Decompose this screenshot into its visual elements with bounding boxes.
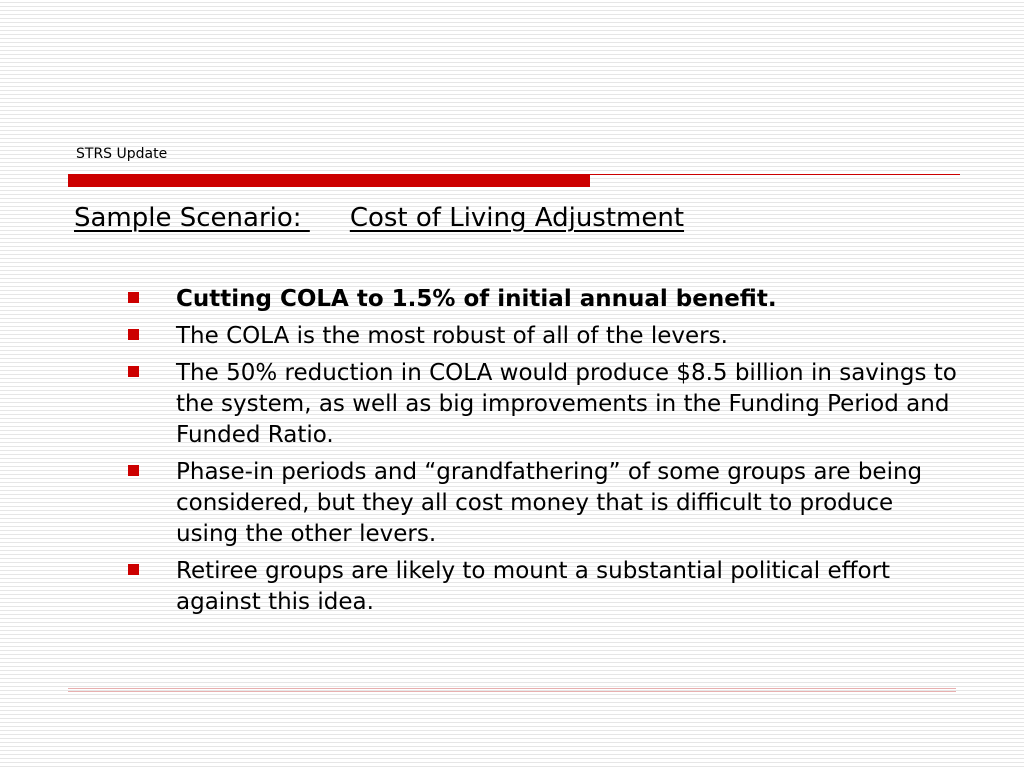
red-square-bullet-icon	[128, 366, 139, 377]
footer-rule	[68, 688, 956, 689]
red-square-bullet-icon	[128, 329, 139, 340]
bullet-text: Retiree groups are likely to mount a substantial political effort against this idea.	[176, 558, 891, 615]
slide-title-part-a: Sample Scenario:	[74, 203, 310, 233]
bullet-item	[128, 358, 958, 451]
bullet-text: Cutting COLA to 1.5% of initial annual benefit.	[176, 286, 777, 312]
bullet-item	[128, 321, 958, 352]
red-square-bullet-icon	[128, 564, 139, 575]
slide-title	[74, 203, 684, 233]
slide-title-part-b: Cost of Living Adjustment	[349, 203, 685, 233]
bullet-item	[128, 457, 958, 550]
bullet-list	[128, 284, 958, 624]
red-square-bullet-icon	[128, 292, 139, 303]
header-rule-thick	[68, 175, 590, 187]
bullet-item	[128, 556, 958, 618]
footer-rule	[68, 691, 956, 692]
bullet-item	[128, 284, 958, 315]
bullet-text: The 50% reduction in COLA would produce $8.5 billion in savings to the system, as well as big improvements in the Funding Period and Funded Ratio.	[176, 360, 957, 448]
red-square-bullet-icon	[128, 465, 139, 476]
header-label: STRS Update	[76, 146, 168, 162]
bullet-text: Phase-in periods and “grandfathering” of some groups are being considered, but they all cost money that is difficult to produce using the other levers.	[176, 459, 923, 547]
bullet-text: The COLA is the most robust of all of the levers.	[176, 323, 728, 349]
